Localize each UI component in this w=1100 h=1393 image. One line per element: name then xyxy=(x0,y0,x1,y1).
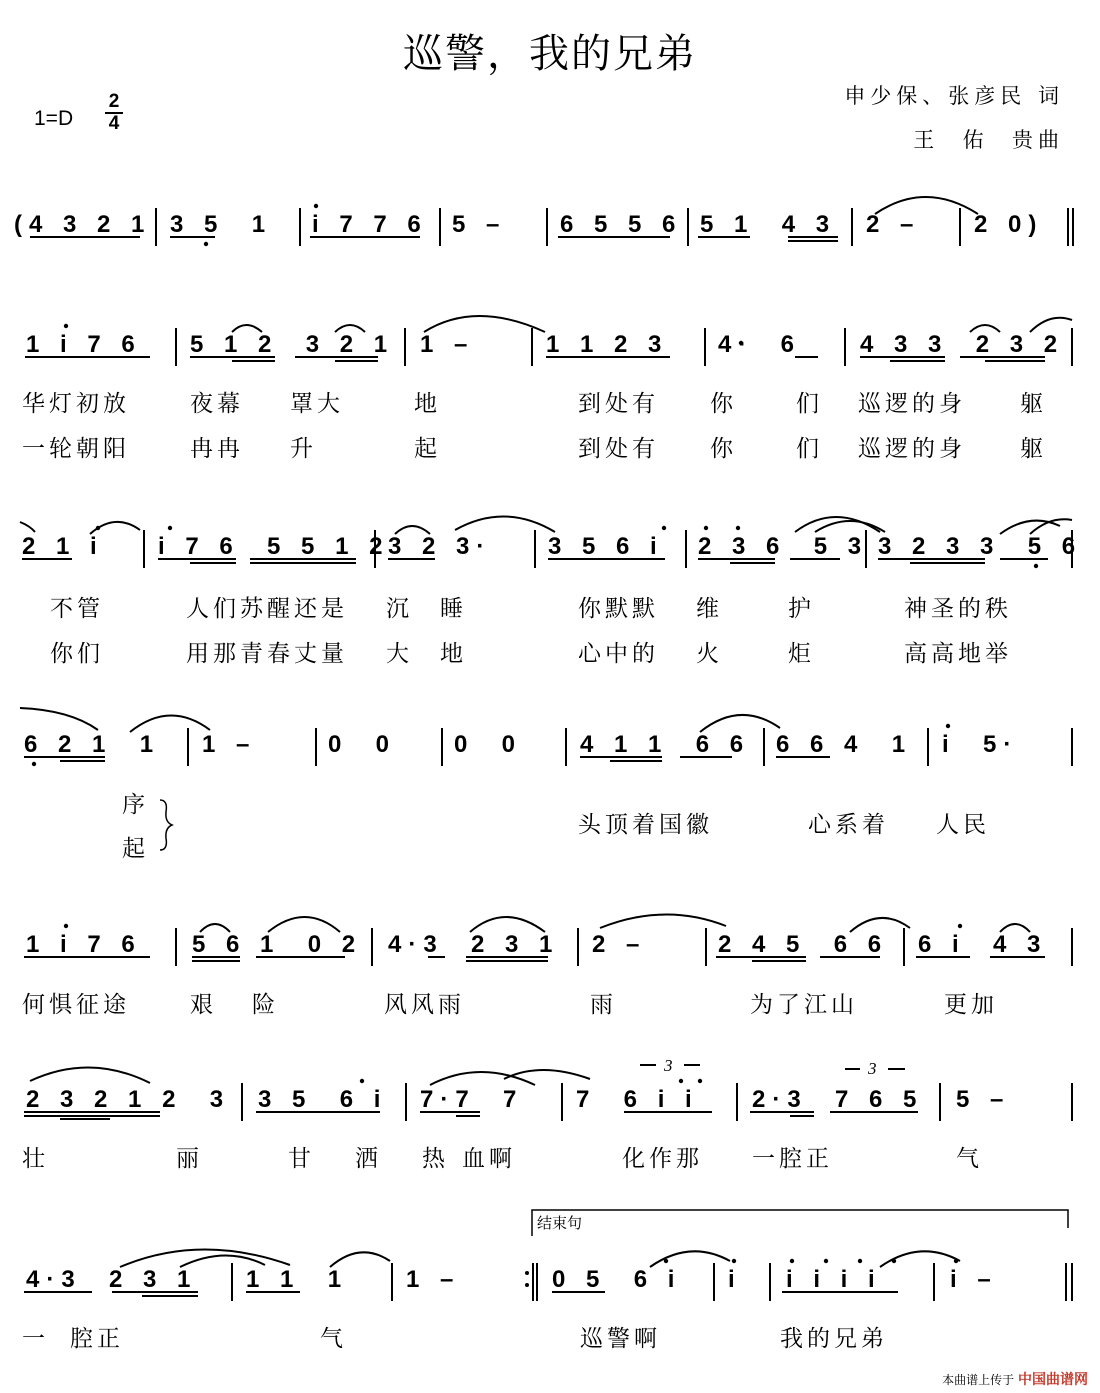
measure-1-6: 5 1 4 3 xyxy=(700,211,837,238)
lyric-line1-4: 睡 xyxy=(440,596,467,622)
measure-7-4: 0 5 6 i xyxy=(552,1266,682,1293)
time-signature-bottom: 4 xyxy=(108,113,120,134)
measure-4-7: i 5· xyxy=(942,731,1019,758)
lyric-7: 化作那 xyxy=(622,1146,703,1172)
lyric-4: 巡警啊 xyxy=(580,1326,661,1352)
upload-credit xyxy=(942,1369,1088,1389)
lyric-line1-8: 巡逻的身 xyxy=(858,391,966,417)
lyric-line1-2: 人们苏醒还是 xyxy=(186,596,348,622)
lyric-line2-2: 冉冉 xyxy=(190,436,244,462)
lyric-line2-8: 巡逻的身 xyxy=(858,436,966,462)
measure-6-5: 2·3 7 6 5 xyxy=(752,1086,924,1113)
measure-1-5: 6 5 5 6 xyxy=(560,211,683,238)
lyric-line2-4: 起 xyxy=(414,436,441,462)
time-signature-top: 2 xyxy=(108,91,120,112)
lyric-2: 丽 xyxy=(176,1146,203,1172)
lyric-3: 险 xyxy=(252,992,279,1018)
lyric-line2-9: 躯 xyxy=(1020,436,1047,462)
site-brand[interactable]: 中国曲谱网 xyxy=(1018,1372,1088,1388)
lyric-line1-5: 你默默 xyxy=(578,596,659,622)
measure-2-2: 5 1 2 3 2 1 xyxy=(190,331,395,358)
measure-4-3: 0 0 xyxy=(328,731,397,758)
staff-system-5 xyxy=(0,920,1100,980)
measure-5-5: 2 4 5 6 6 xyxy=(718,931,889,958)
lyric-line1-2: 头顶着国徽 xyxy=(578,812,713,838)
lyric-7: 更加 xyxy=(944,992,998,1018)
lyric-line2-1: 你们 xyxy=(50,641,104,667)
measure-2-3: 1 – xyxy=(420,331,475,358)
triplet-mark: 3 xyxy=(664,1056,673,1075)
lyric-line1-8: 神圣的秩 xyxy=(904,596,1012,622)
staff-system-4 xyxy=(0,720,1100,780)
lyric-line1-3: 心系着 xyxy=(808,812,889,838)
staff-system-6 xyxy=(0,1056,1100,1135)
lyric-line2-7: 们 xyxy=(796,436,823,462)
lyric-5: 我的兄弟 xyxy=(780,1326,888,1352)
measure-6-4: 7 6 i i xyxy=(576,1086,699,1113)
triplet-mark: 3 xyxy=(868,1059,877,1078)
key-signature: 1=D xyxy=(34,107,74,130)
lyric-line1-9: 躯 xyxy=(1020,391,1047,417)
lyric-line2-4: 地 xyxy=(440,641,467,667)
lyric-line1-3: 罩大 xyxy=(290,391,344,417)
staff-system-2 xyxy=(0,320,1100,380)
measure-6-6: 5 – xyxy=(956,1086,1011,1113)
measure-1-7: 2 – xyxy=(866,211,921,238)
measure-1-4: 5 – xyxy=(452,211,507,238)
staff-system-3 xyxy=(0,522,1100,582)
lyric-line1-5: 到处有 xyxy=(578,391,659,417)
lyric-line1-7: 们 xyxy=(796,391,823,417)
lyric-line2-6: 火 xyxy=(696,641,723,667)
lyric-line1-3: 沉 xyxy=(386,596,413,622)
measure-6-3: 7·7 7 xyxy=(420,1086,524,1113)
measure-5-2: 5 6 1 0 2 xyxy=(192,931,363,958)
lyricist-credit: 申少保、张彦民 词 xyxy=(844,84,1064,108)
measure-5-3: 4·3 2 3 1 xyxy=(388,931,560,958)
lyric-line1-6: 维 xyxy=(696,596,723,622)
measure-1-1: (4 3 2 1 xyxy=(14,211,152,238)
lyric-4: 风风雨 xyxy=(384,992,465,1018)
lyric-6: 为了江山 xyxy=(750,992,858,1018)
staff-system-1 xyxy=(0,200,1100,260)
lyric-line2-5: 到处有 xyxy=(578,436,659,462)
lyric-2: 腔正 xyxy=(70,1326,124,1352)
measure-1-3: i 7 7 6 xyxy=(312,211,428,238)
lyric-8: 一腔正 xyxy=(752,1146,833,1172)
lyric-line2-3: 升 xyxy=(290,436,317,462)
composer-credit: 王 佑 贵曲 xyxy=(913,128,1064,152)
lyric-3: 甘 xyxy=(288,1146,315,1172)
ending-bracket xyxy=(530,1208,1075,1238)
measure-2-5: 4· 6 xyxy=(718,331,802,358)
lyric-9: 气 xyxy=(956,1146,983,1172)
measure-3-1: 2 1 i xyxy=(22,533,104,560)
measure-1-8: 2 0) xyxy=(974,211,1044,238)
measure-4-6: 6 6 4 1 xyxy=(776,731,913,758)
lyric-line1-1: 华灯初放 xyxy=(22,391,130,417)
lyric-1: 何惧征途 xyxy=(22,992,130,1018)
lyric-line2-8: 高高地举 xyxy=(904,641,1012,667)
lyric-line2-2: 用那青春丈量 xyxy=(186,641,348,667)
lyric-line1-1: 不管 xyxy=(50,596,104,622)
brace-icon xyxy=(156,798,176,852)
measure-7-1: 4·3 2 3 1 xyxy=(26,1266,198,1293)
song-title: 巡警，我的兄弟 xyxy=(403,31,697,77)
lyric-line1-4: 地 xyxy=(414,391,441,417)
measure-7-6: i i i i xyxy=(786,1266,882,1293)
measure-5-1: 1 i 7 6 xyxy=(26,931,142,958)
measure-3-5: 2 3 6 5 3 xyxy=(698,533,869,560)
measure-2-4: 1 1 2 3 xyxy=(546,331,669,358)
measure-6-1: 2 3 2 1 2 3 xyxy=(26,1086,231,1113)
lyric-2: 艰 xyxy=(190,992,217,1018)
lyric-line1-6: 你 xyxy=(710,391,737,417)
measure-6-2: 3 5 6 i xyxy=(258,1086,388,1113)
lyric-line1-7: 护 xyxy=(788,596,815,622)
measure-4-4: 0 0 xyxy=(454,731,523,758)
lyric-line1-2: 夜幕 xyxy=(190,391,244,417)
lyric-qi: 起 xyxy=(122,836,149,862)
lyric-line1-4: 人民 xyxy=(936,812,990,838)
lyric-6: 血啊 xyxy=(462,1146,516,1172)
measure-3-6: 3 2 3 3 5 6 xyxy=(878,533,1083,560)
measure-1-2: 3 5 1 xyxy=(170,211,273,238)
measure-3-3: 3 2 3· xyxy=(388,533,492,560)
measure-5-4: 2 – xyxy=(592,931,647,958)
measure-3-2: i 7 6 5 5 1 2 xyxy=(158,533,390,560)
measure-7-7: i – xyxy=(950,1266,998,1293)
measure-5-6: 6 i 4 3 xyxy=(918,931,1048,958)
lyric-line2-1: 一轮朝阳 xyxy=(22,436,130,462)
lyric-5: 雨 xyxy=(590,992,617,1018)
lyric-3: 气 xyxy=(320,1326,347,1352)
measure-2-1: 1 i 7 6 xyxy=(26,331,142,358)
lyric-xu: 序 xyxy=(122,792,149,818)
measure-4-1: 6 2 1 1 xyxy=(24,731,161,758)
lyric-line2-5: 心中的 xyxy=(578,641,659,667)
measure-7-2: 1 1 1 xyxy=(246,1266,349,1293)
lyric-1: 一 xyxy=(22,1326,49,1352)
lyric-line2-3: 大 xyxy=(386,641,413,667)
lyric-4: 洒 xyxy=(355,1146,382,1172)
lyric-5: 热 xyxy=(422,1146,449,1172)
measure-2-6: 4 3 3 2 3 2 xyxy=(860,331,1065,358)
measure-4-5: 4 1 1 6 6 xyxy=(580,731,751,758)
staff-system-7 xyxy=(0,1255,1100,1315)
lyric-line2-7: 炬 xyxy=(788,641,815,667)
time-signature xyxy=(103,92,125,134)
lyric-line2-6: 你 xyxy=(710,436,737,462)
lyric-1: 壮 xyxy=(22,1146,49,1172)
measure-7-5: i xyxy=(728,1266,742,1293)
measure-3-4: 3 5 6 i xyxy=(548,533,664,560)
measure-4-2: 1 – xyxy=(202,731,257,758)
ending-label: 结束句 xyxy=(537,1214,583,1232)
measure-7-3: 1 – xyxy=(406,1266,461,1293)
upload-credit-text: 本曲谱上传于 xyxy=(942,1373,1015,1387)
